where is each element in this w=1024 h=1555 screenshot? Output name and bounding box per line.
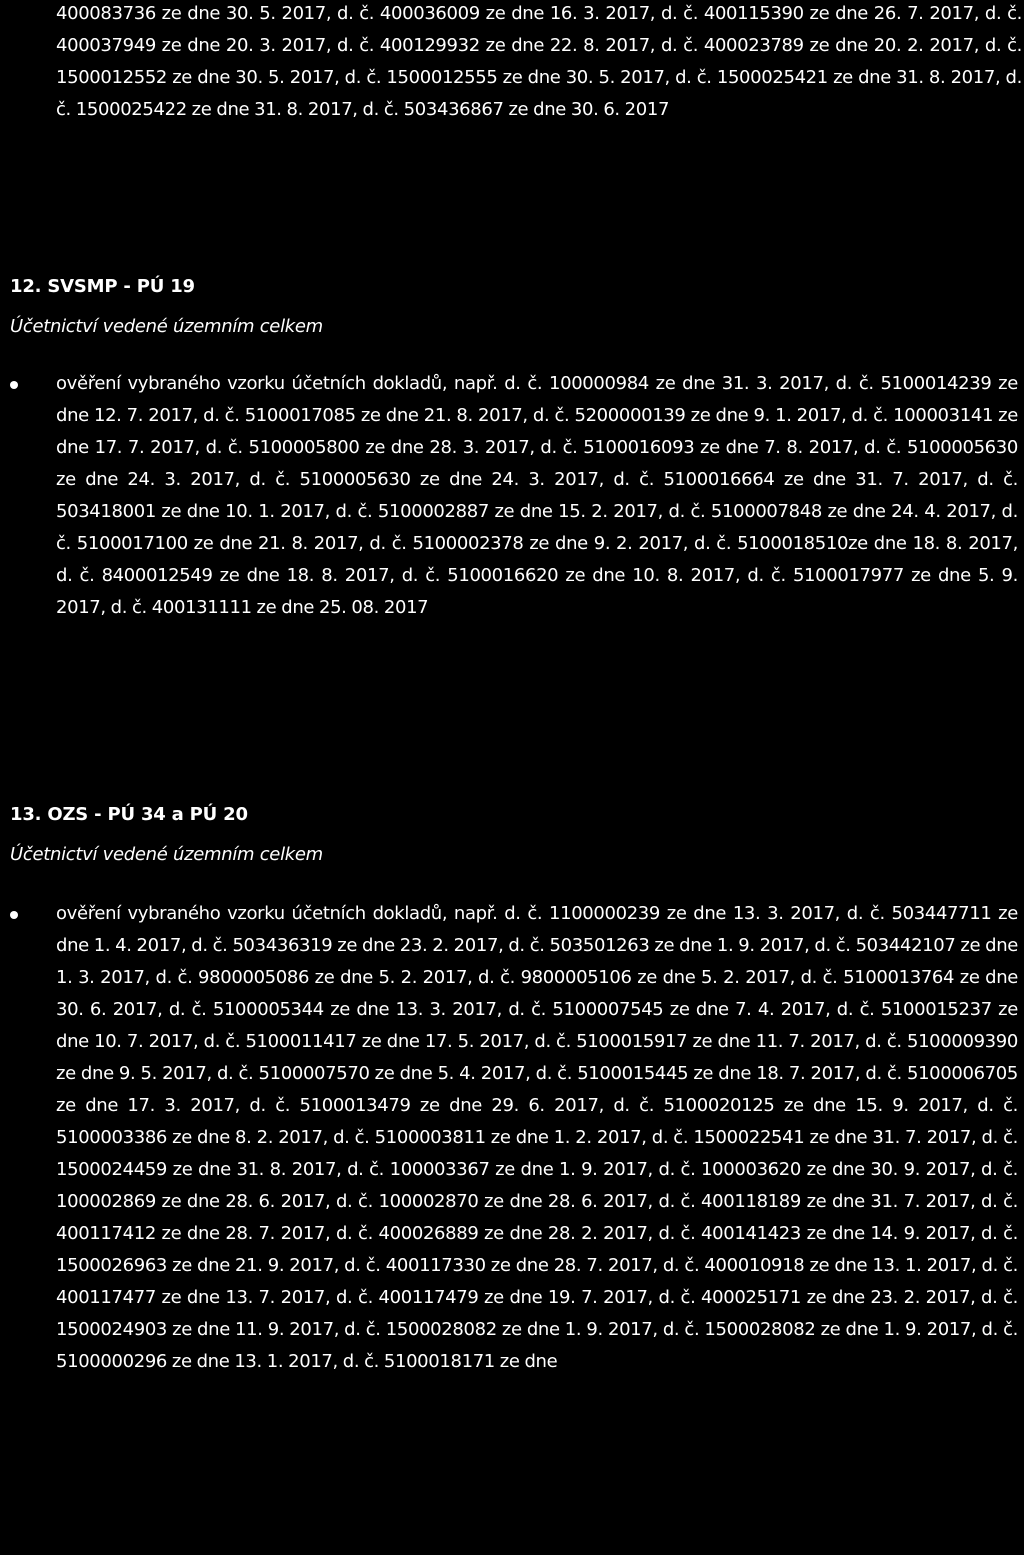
intro-paragraph: 400083736 ze dne 30. 5. 2017, d. č. 400036009 ze dne 16. 3. 2017, d. č. 400115390 ze dne 26. 7. 2017, d. č. 400037949 ze dne 20. 3. 2017, d. č. 400129932 ze dne 22. 8. 2017, d. č. 400023789 ze dne 20. 2. 2017, d. č. 1500012552 ze dne 30. 5. 2017, d. č. 1500012555 ze dne 30. 5. 2017, d. č. 1500025421 ze dne 31. 8. 2017, d. č. 1500025422 ze dne 31. 8. 2017, d. č. 503436867 ze dne 30. 6. 2017 [56, 3, 1022, 120]
bullet-icon [10, 381, 18, 389]
section-12-heading: 12. SVSMP - PÚ 19 [10, 276, 195, 297]
section-13-heading: 13. OZS - PÚ 34 a PÚ 20 [10, 804, 248, 825]
bullet-icon [10, 911, 18, 919]
section-13-subheading: Účetnictví vedené územním celkem [10, 844, 323, 865]
section-12-subheading: Účetnictví vedené územním celkem [10, 316, 323, 337]
section-13-bullet-text: ověření vybraného vzorku účetních dokladů, např. d. č. 1100000239 ze dne 13. 3. 2017, d. č. 503447711 ze dne 1. 4. 2017, d. č. 503436319 ze dne 23. 2. 2017, d. č. 503501263 ze dne 1. 9. 2017, d. č. 503442107 ze dne 1. 3. 2017, d. č. 9800005086 ze dne 5. 2. 2017, d. č. 9800005106 ze dne 5. 2. 2017, d. č. 5100013764 ze dne 30. 6. 2017, d. č. 5100005344 ze dne 13. 3. 2017, d. č. 5100007545 ze dne 7. 4. 2017, d. č. 5100015237 ze dne 10. 7. 2017, d. č. 5100011417 ze dne 17. 5. 2017, d. č. 5100015917 ze dne 11. 7. 2017, d. č. 5100009390 ze dne 9. 5. 2017, d. č. 5100007570 ze dne 5. 4. 2017, d. č. 5100015445 ze dne 18. 7. 2017, d. č. 5100006705 ze dne 17. 3. 2017, d. č. 5100013479 ze dne 29. 6. 2017, d. č. 5100020125 ze dne 15. 9. 2017, d. č. 5100003386 ze dne 8. 2. 2017, d. č. 5100003811 ze dne 1. 2. 2017, d. č. 1500022541 ze dne 31. 7. 2017, d. č. 1500024459 ze dne 31. 8. 2017, d. č. 100003367 ze dne 1. 9. 2017, d. č. 100003620 ze dne 30. 9. 2017, d. č. 100002869 ze dne 28. 6. 2017, d. č. 100002870 ze dne 28. 6. 2017, d. č. 400118189 ze dne 31. 7. 2017, d. č. 400117412 ze dne 28. 7. 2017, d. č. 400026889 ze dne 28. 2. 2017, d. č. 400141423 ze dne 14. 9. 2017, d. č. 1500026963 ze dne 21. 9. 2017, d. č. 400117330 ze dne 28. 7. 2017, d. č. 400010918 ze dne 13. 1. 2017, d. č. 400117477 ze dne 13. 7. 2017, d. č. 400117479 ze dne 19. 7. 2017, d. č. 400025171 ze dne 23. 2. 2017, d. č. 1500024903 ze dne 11. 9. 2017, d. č. 1500028082 ze dne 1. 9. 2017, d. č. 1500028082 ze dne 1. 9. 2017, d. č. 5100000296 ze dne 13. 1. 2017, d. č. 5100018171 ze dne [56, 903, 1018, 1372]
section-12-bullet-text: ověření vybraného vzorku účetních dokladů, např. d. č. 100000984 ze dne 31. 3. 2017, d. č. 5100014239 ze dne 12. 7. 2017, d. č. 5100017085 ze dne 21. 8. 2017, d. č. 5200000139 ze dne 9. 1. 2017, d. č. 100003141 ze dne 17. 7. 2017, d. č. 5100005800 ze dne 28. 3. 2017, d. č. 5100016093 ze dne 7. 8. 2017, d. č. 5100005630 ze dne 24. 3. 2017, d. č. 5100005630 ze dne 24. 3. 2017, d. č. 5100016664 ze dne 31. 7. 2017, d. č. 503418001 ze dne 10. 1. 2017, d. č. 5100002887 ze dne 15. 2. 2017, d. č. 5100007848 ze dne 24. 4. 2017, d. č. 5100017100 ze dne 21. 8. 2017, d. č. 5100002378 ze dne 9. 2. 2017, d. č. 5100018510ze dne 18. 8. 2017, d. č. 8400012549 ze dne 18. 8. 2017, d. č. 5100016620 ze dne 10. 8. 2017, d. č. 5100017977 ze dne 5. 9. 2017, d. č. 400131111 ze dne 25. 08. 2017 [56, 373, 1018, 618]
